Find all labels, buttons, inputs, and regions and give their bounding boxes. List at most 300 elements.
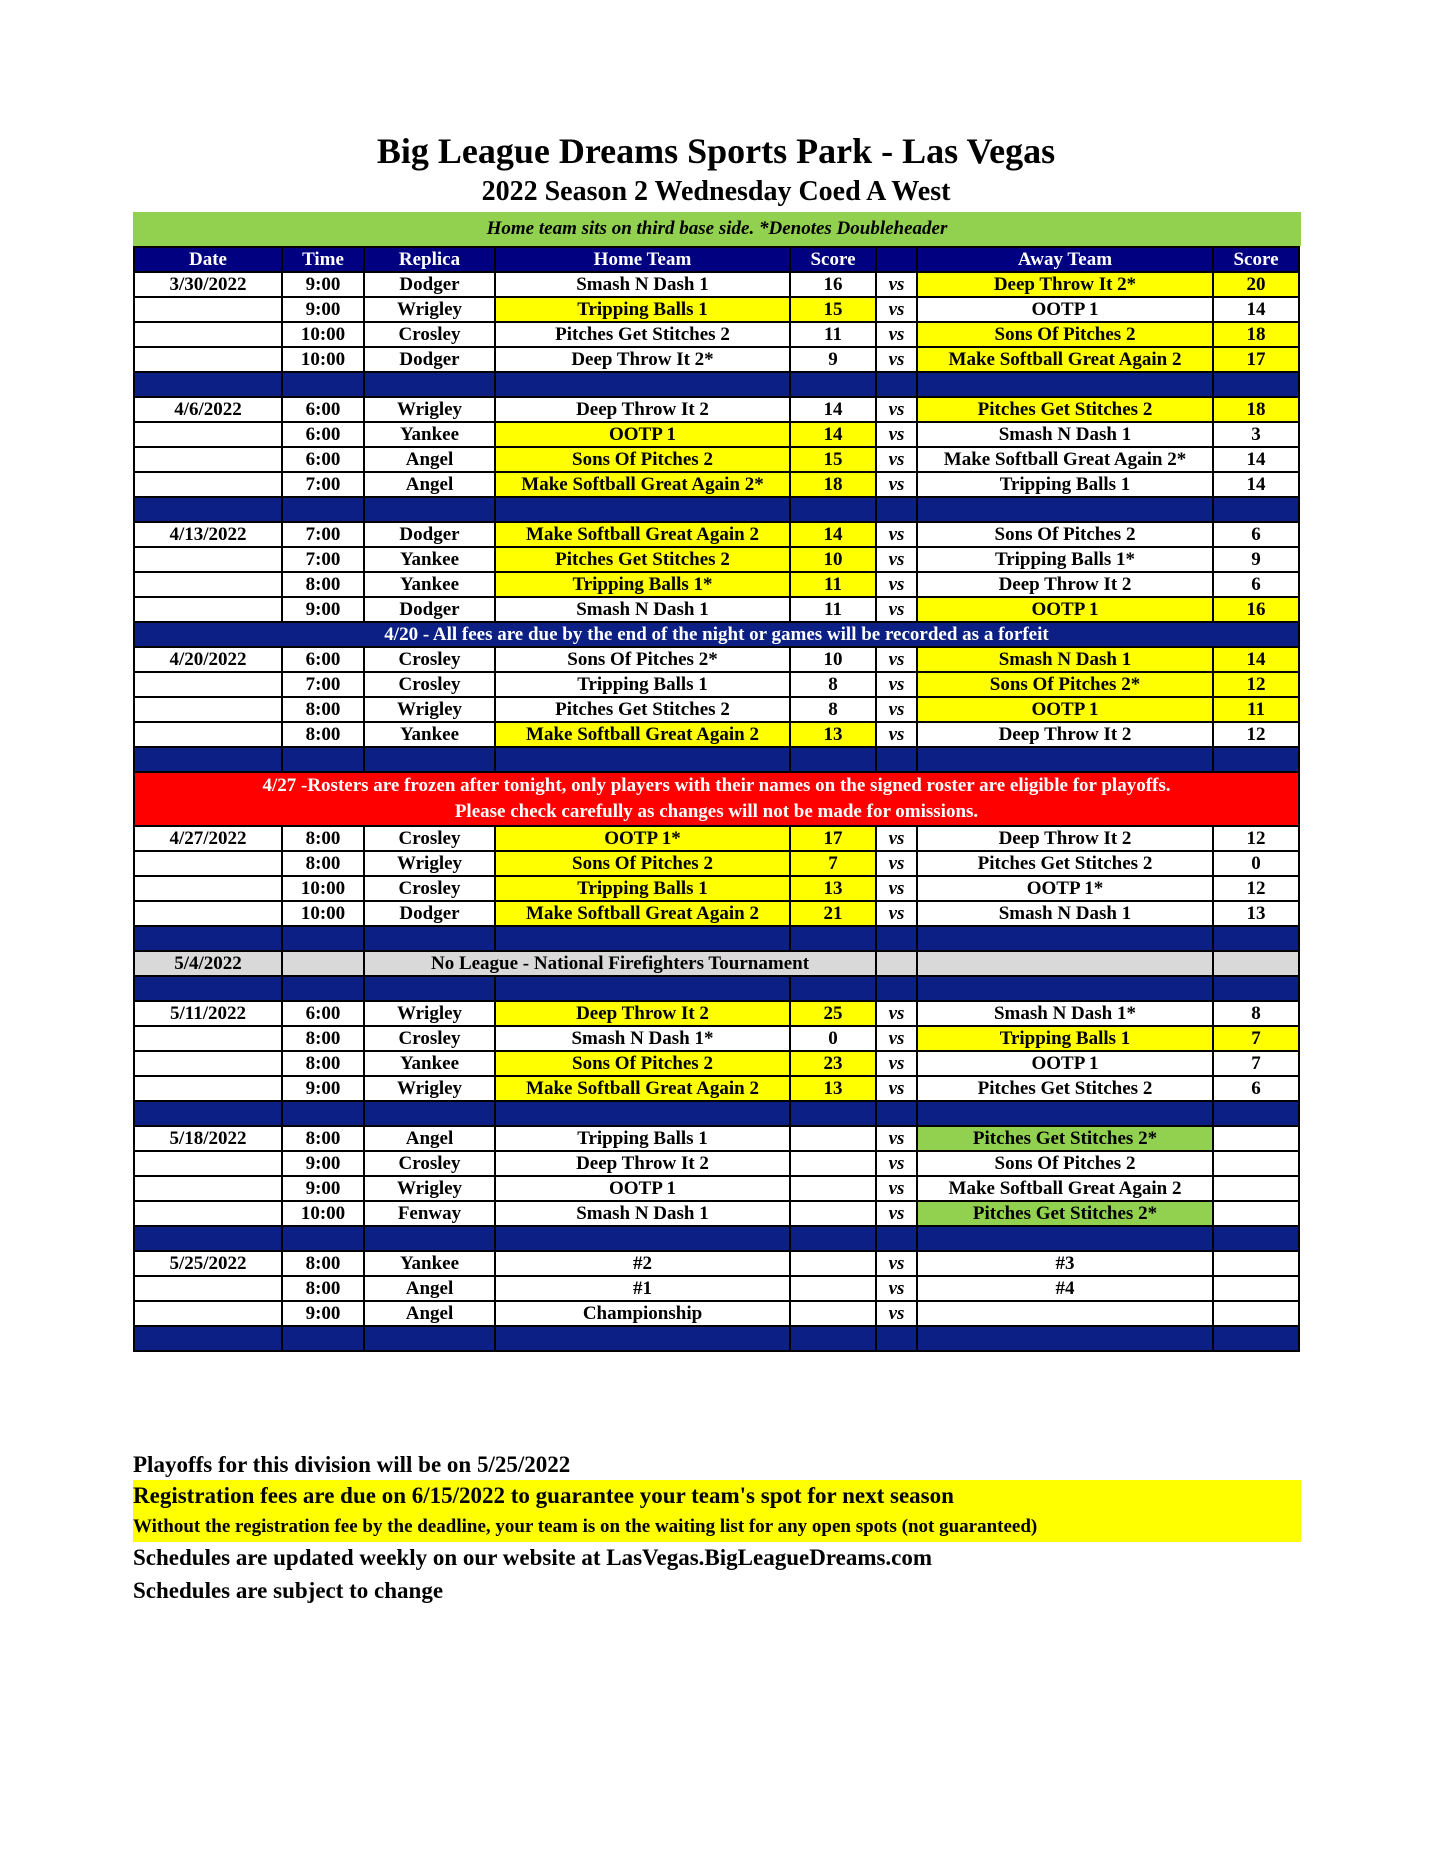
vs-cell: vs [876,272,917,297]
game-row [134,1251,1299,1276]
time-cell: 9:00 [282,1151,364,1176]
replica-cell: Angel [364,1301,495,1326]
spacer-cell [495,1226,790,1251]
date-cell: 5/25/2022 [134,1251,282,1276]
replica-cell: Crosley [364,1026,495,1051]
away-score-cell [1213,1126,1299,1151]
away-team-cell: Sons Of Pitches 2 [917,522,1213,547]
away-team-cell: Smash N Dash 1 [917,647,1213,672]
time-cell: 8:00 [282,826,364,851]
away-team-cell: Tripping Balls 1 [917,472,1213,497]
away-score-cell: 11 [1213,697,1299,722]
away-score-cell: 12 [1213,722,1299,747]
date-cell [134,901,282,926]
away-score-cell: 3 [1213,422,1299,447]
spacer-cell [790,1226,876,1251]
spacer-cell [495,747,790,772]
replica-cell: Wrigley [364,1176,495,1201]
spacer-cell [282,976,364,1001]
home-score-cell: 25 [790,1001,876,1026]
game-row [134,397,1299,422]
away-team-cell: Sons Of Pitches 2 [917,322,1213,347]
spacer-cell [495,976,790,1001]
away-team-cell: Sons Of Pitches 2* [917,672,1213,697]
home-score-cell: 11 [790,322,876,347]
home-score-cell: 14 [790,397,876,422]
home-score-cell [790,1301,876,1326]
home-score-cell [790,1276,876,1301]
game-row [134,672,1299,697]
time-cell: 9:00 [282,1076,364,1101]
home-team-cell: Make Softball Great Again 2 [495,522,790,547]
vs-cell: vs [876,297,917,322]
spacer-cell [282,747,364,772]
spacer-cell [917,497,1213,522]
website-note: Schedules are updated weekly on our website at LasVegas.BigLeagueDreams.com [133,1545,933,1570]
vs-cell: vs [876,572,917,597]
time-cell: 7:00 [282,522,364,547]
away-team-cell: Smash N Dash 1 [917,901,1213,926]
away-score-cell: 18 [1213,322,1299,347]
home-team-cell: Smash N Dash 1 [495,272,790,297]
spacer-cell [282,372,364,397]
date-cell: 5/18/2022 [134,1126,282,1151]
away-team-cell: Make Softball Great Again 2 [917,347,1213,372]
vs-cell: vs [876,347,917,372]
spacer-cell [364,497,495,522]
away-team-cell: Smash N Dash 1 [917,422,1213,447]
spacer-cell [790,976,876,1001]
home-team-cell: OOTP 1 [495,422,790,447]
spacer-cell [876,747,917,772]
replica-cell: Crosley [364,322,495,347]
home-score-cell: 15 [790,297,876,322]
spacer-cell [1213,976,1299,1001]
col-header-home-team: Home Team [495,247,790,272]
spacer-cell [134,1101,282,1126]
vs-cell: vs [876,697,917,722]
date-cell: 4/20/2022 [134,647,282,672]
schedule-body [134,247,1299,1351]
away-score-cell: 14 [1213,297,1299,322]
time-cell: 10:00 [282,322,364,347]
spacer-row [134,372,1299,397]
replica-cell: Wrigley [364,1001,495,1026]
away-team-cell: Make Softball Great Again 2* [917,447,1213,472]
home-score-cell: 13 [790,1076,876,1101]
col-header-replica: Replica [364,247,495,272]
date-cell [134,1151,282,1176]
date-cell: 5/4/2022 [134,951,282,976]
replica-cell: Dodger [364,347,495,372]
fee-notice-row [134,622,1299,647]
away-score-cell: 14 [1213,447,1299,472]
away-team-cell: OOTP 1* [917,876,1213,901]
time-cell: 9:00 [282,297,364,322]
away-score-cell: 16 [1213,597,1299,622]
date-cell [134,1076,282,1101]
spacer-cell [917,926,1213,951]
game-row [134,1151,1299,1176]
replica-cell: Wrigley [364,1076,495,1101]
away-score-cell: 18 [1213,397,1299,422]
game-row [134,1026,1299,1051]
spacer-cell [134,497,282,522]
spacer-cell [282,497,364,522]
date-cell [134,876,282,901]
spacer-cell [364,1101,495,1126]
spacer-cell [495,497,790,522]
replica-cell: Angel [364,472,495,497]
spacer-cell [134,747,282,772]
away-team-cell: OOTP 1 [917,1051,1213,1076]
roster-alert [134,772,1299,826]
home-score-cell: 9 [790,347,876,372]
spacer-cell [1213,497,1299,522]
away-team-cell: Smash N Dash 1* [917,1001,1213,1026]
vs-cell: vs [876,1026,917,1051]
away-score-cell: 6 [1213,522,1299,547]
date-cell [134,1176,282,1201]
vs-cell: vs [876,1301,917,1326]
replica-cell: Crosley [364,826,495,851]
time-cell: 10:00 [282,1201,364,1226]
home-team-cell: Deep Throw It 2 [495,397,790,422]
game-row [134,322,1299,347]
away-score-cell: 9 [1213,547,1299,572]
away-team-cell: Tripping Balls 1 [917,1026,1213,1051]
spacer-cell [1213,1326,1299,1351]
away-score-cell [1213,1276,1299,1301]
time-cell: 10:00 [282,901,364,926]
home-team-cell: Sons Of Pitches 2 [495,851,790,876]
vs-cell: vs [876,826,917,851]
replica-cell: Angel [364,1276,495,1301]
home-score-cell: 21 [790,901,876,926]
vs-cell: vs [876,1251,917,1276]
spacer-cell [364,976,495,1001]
no-league-text: No League - National Firefighters Tournament [364,951,876,976]
game-row [134,697,1299,722]
subject-to-change-note: Schedules are subject to change [133,1578,444,1603]
spacer-cell [495,1101,790,1126]
spacer-cell [790,497,876,522]
game-row [134,272,1299,297]
col-header-vs [876,247,917,272]
away-score-cell [1213,1201,1299,1226]
vs-cell: vs [876,1051,917,1076]
vs-cell: vs [876,851,917,876]
away-score-cell: 7 [1213,1051,1299,1076]
away-score-cell: 6 [1213,1076,1299,1101]
away-score-cell: 7 [1213,1026,1299,1051]
spacer-cell [134,1326,282,1351]
game-row [134,297,1299,322]
game-row [134,347,1299,372]
away-team-cell: OOTP 1 [917,597,1213,622]
date-cell: 5/11/2022 [134,1001,282,1026]
vs-cell: vs [876,1076,917,1101]
vs-cell: vs [876,1126,917,1151]
away-team-cell: Pitches Get Stitches 2 [917,1076,1213,1101]
time-cell: 6:00 [282,447,364,472]
spacer-cell [790,747,876,772]
replica-cell: Dodger [364,522,495,547]
away-score-cell: 12 [1213,826,1299,851]
game-row [134,901,1299,926]
spacer-cell [364,747,495,772]
spacer-cell [790,1101,876,1126]
replica-cell: Yankee [364,547,495,572]
home-score-cell: 0 [790,1026,876,1051]
vs-cell: vs [876,597,917,622]
away-score-cell: 14 [1213,647,1299,672]
game-row [134,647,1299,672]
away-score-cell: 14 [1213,472,1299,497]
spacer-cell [364,1326,495,1351]
away-score-cell: 12 [1213,876,1299,901]
home-score-cell: 17 [790,826,876,851]
time-cell: 7:00 [282,547,364,572]
spacer-cell [790,1326,876,1351]
home-score-cell [790,1251,876,1276]
spacer-cell [364,926,495,951]
vs-cell: vs [876,647,917,672]
vs-cell: vs [876,1201,917,1226]
home-team-cell: Sons Of Pitches 2 [495,1051,790,1076]
home-team-cell: Tripping Balls 1 [495,672,790,697]
date-cell [134,597,282,622]
away-score-cell: 17 [1213,347,1299,372]
game-row [134,472,1299,497]
vs-cell: vs [876,1001,917,1026]
game-row [134,1276,1299,1301]
spacer-cell [917,1226,1213,1251]
home-score-cell: 10 [790,547,876,572]
replica-cell: Dodger [364,597,495,622]
replica-cell: Crosley [364,1151,495,1176]
spacer-cell [1213,747,1299,772]
vs-cell: vs [876,1151,917,1176]
spacer-row [134,747,1299,772]
home-team-cell: Pitches Get Stitches 2 [495,697,790,722]
spacer-cell [134,976,282,1001]
date-cell [134,672,282,697]
waiting-list-note: Without the registration fee by the deadline, your team is on the waiting list for any open spots (not guaranteed) [133,1516,1038,1537]
home-score-cell: 8 [790,672,876,697]
time-cell: 8:00 [282,1051,364,1076]
home-team-cell: Make Softball Great Again 2 [495,901,790,926]
game-row [134,1176,1299,1201]
spacer-cell [134,1226,282,1251]
spacer-cell [364,1226,495,1251]
time-cell: 10:00 [282,347,364,372]
spacer-cell [282,1101,364,1126]
replica-cell: Yankee [364,422,495,447]
game-row [134,447,1299,472]
away-team-cell: Sons Of Pitches 2 [917,1151,1213,1176]
away-score-cell [1213,1251,1299,1276]
game-row [134,572,1299,597]
game-row [134,422,1299,447]
col-header-away-team: Away Team [917,247,1213,272]
away-team-cell: OOTP 1 [917,697,1213,722]
home-score-cell: 23 [790,1051,876,1076]
replica-cell: Crosley [364,876,495,901]
time-cell: 6:00 [282,1001,364,1026]
spacer-cell [917,1326,1213,1351]
away-team-cell: Deep Throw It 2 [917,722,1213,747]
page-subtitle: 2022 Season 2 Wednesday Coed A West [481,176,951,207]
replica-cell: Dodger [364,272,495,297]
home-score-cell [790,1126,876,1151]
time-cell: 8:00 [282,1251,364,1276]
date-cell [134,547,282,572]
game-row [134,1126,1299,1151]
spacer-cell [876,497,917,522]
spacer-cell [134,926,282,951]
time-cell: 8:00 [282,851,364,876]
time-cell: 8:00 [282,1276,364,1301]
replica-cell: Yankee [364,722,495,747]
away-score-cell: 12 [1213,672,1299,697]
time-cell: 9:00 [282,272,364,297]
time-cell: 9:00 [282,1176,364,1201]
col-header-away-score: Score [1213,247,1299,272]
time-cell: 8:00 [282,697,364,722]
home-team-cell: Sons Of Pitches 2* [495,647,790,672]
home-score-cell [790,1151,876,1176]
replica-cell: Yankee [364,1251,495,1276]
vs-cell: vs [876,547,917,572]
home-team-cell: Deep Throw It 2 [495,1001,790,1026]
spacer-row [134,497,1299,522]
col-header-home-score: Score [790,247,876,272]
game-row [134,826,1299,851]
away-team-cell: Pitches Get Stitches 2* [917,1126,1213,1151]
vs-cell: vs [876,522,917,547]
col-header-time: Time [282,247,364,272]
game-row [134,1201,1299,1226]
spacer-cell [790,372,876,397]
home-score-cell: 7 [790,851,876,876]
home-score-cell: 15 [790,447,876,472]
home-score-cell: 18 [790,472,876,497]
home-team-cell: Championship [495,1301,790,1326]
schedule-table [133,246,1300,1352]
home-score-cell: 14 [790,522,876,547]
spacer-row [134,1326,1299,1351]
spacer-cell [917,976,1213,1001]
game-row [134,722,1299,747]
away-score-cell [1213,1176,1299,1201]
away-team-cell: #4 [917,1276,1213,1301]
schedule-note: Home team sits on third base side. *Denotes Doubleheader [133,212,1301,246]
away-score-cell: 20 [1213,272,1299,297]
spacer-cell [495,372,790,397]
date-cell [134,347,282,372]
home-team-cell: OOTP 1 [495,1176,790,1201]
spacer-cell [876,976,917,1001]
spacer-cell [876,1101,917,1126]
date-cell: 4/6/2022 [134,397,282,422]
spacer-cell [876,372,917,397]
game-row [134,597,1299,622]
spacer-cell [917,747,1213,772]
spacer-cell [282,926,364,951]
vs-cell: vs [876,472,917,497]
spacer-cell [1213,1226,1299,1251]
game-row [134,522,1299,547]
spacer-cell [876,1226,917,1251]
home-team-cell: #2 [495,1251,790,1276]
spacer-cell [364,372,495,397]
home-score-cell [790,1201,876,1226]
date-cell [134,322,282,347]
vs-cell: vs [876,1276,917,1301]
away-team-cell: Pitches Get Stitches 2 [917,851,1213,876]
date-cell [134,1051,282,1076]
time-cell: 9:00 [282,1301,364,1326]
home-team-cell: Pitches Get Stitches 2 [495,547,790,572]
game-row [134,1076,1299,1101]
time-cell [282,951,364,976]
away-team-cell: Make Softball Great Again 2 [917,1176,1213,1201]
replica-cell: Crosley [364,672,495,697]
roster-alert-line-1: 4/27 -Rosters are frozen after tonight, only players with their names on the signed roster are eligible for playoffs. [262,775,1171,796]
registration-note: Registration fees are due on 6/15/2022 to guarantee your team's spot for next season [133,1483,954,1508]
vs-cell: vs [876,447,917,472]
home-score-cell: 11 [790,597,876,622]
date-cell [134,472,282,497]
vs-cell: vs [876,1176,917,1201]
col-header-date: Date [134,247,282,272]
away-score-cell: 0 [1213,851,1299,876]
away-team-cell [917,1301,1213,1326]
home-team-cell: Pitches Get Stitches 2 [495,322,790,347]
time-cell: 8:00 [282,572,364,597]
roster-alert-row [134,772,1299,826]
roster-alert-line-2: Please check carefully as changes will not be made for omissions. [454,801,979,822]
home-team-cell: Smash N Dash 1 [495,597,790,622]
replica-cell: Fenway [364,1201,495,1226]
fee-notice-text: 4/20 - All fees are due by the end of the night or games will be recorded as a forfeit [134,622,1299,647]
spacer-row [134,926,1299,951]
vs-cell: vs [876,422,917,447]
time-cell: 9:00 [282,597,364,622]
vs-cell: vs [876,672,917,697]
vs-cell [876,951,917,976]
vs-cell: vs [876,397,917,422]
away-team-cell: OOTP 1 [917,297,1213,322]
vs-cell: vs [876,901,917,926]
spacer-cell [917,1101,1213,1126]
away-team-cell: Deep Throw It 2 [917,572,1213,597]
date-cell [134,722,282,747]
game-row [134,1301,1299,1326]
time-cell: 6:00 [282,647,364,672]
away-score-cell [1213,951,1299,976]
date-cell: 4/13/2022 [134,522,282,547]
time-cell: 6:00 [282,397,364,422]
spacer-cell [790,926,876,951]
date-cell: 4/27/2022 [134,826,282,851]
home-score-cell: 11 [790,572,876,597]
home-team-cell: Tripping Balls 1 [495,1126,790,1151]
home-team-cell: Deep Throw It 2* [495,347,790,372]
date-cell [134,447,282,472]
game-row [134,851,1299,876]
